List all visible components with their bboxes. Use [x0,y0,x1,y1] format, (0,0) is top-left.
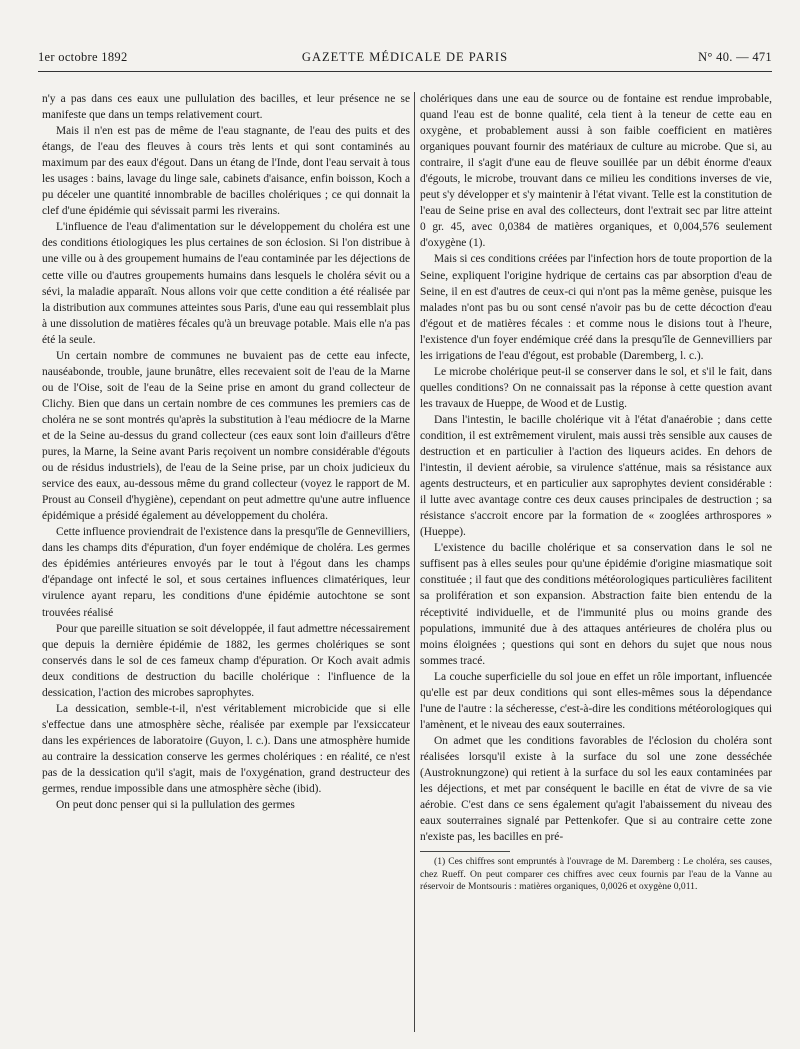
paragraph: cholériques dans une eau de source ou de fontaine est rendue improbable, quand l'eau est de bonne qualité, cela tient à la teneur de cette eau en oxygène, et probablement aussi à son faible coefficient en matières organiques pouvant fournir des matériaux de culture au microbe. Que si, au contraire, il s'agit d'une eau de fleuve souillée par un débit énorme d'eaux d'égouts, le microbe, trouvant dans ce milieu les conditions inverses de vie, peut s'y développer et s'y maintenir à l'état vivant. Telle est la constitution de l'eau de Seine prise en aval des collecteurs, dont l'extrait sec par litre atteint 0 gr. 45, avec 0,0384 de matières organiques, et 0,004,576 seulement d'oxygène (1). [420,93,772,250]
paragraph: La dessication, semble-t-il, n'est véritablement microbicide que si elle s'effectue dans une atmosphère sèche, réalisée par exemple par l'exsiccateur dans les expériences de laboratoire (Guyon, l. c.). Dans une atmosphère humide au contraire la dessication conserve les germes cholériques : en réalité, ce n'est pas de la dessication qu'il s'agit, mais de l'oxygénation, grand destructeur des germes, rendue impossible dans une atmosphère sèche (ibid). [42,702,410,796]
header-journal-title: GAZETTE MÉDICALE DE PARIS [301,50,509,64]
paragraph: Pour que pareille situation se soit développée, il faut admettre nécessairement que depuis la dernière épidémie de 1882, les germes cholériques se sont conservés dans le sol de ces fameux champ d'épuration. Or Koch avait admis deux conditions de destruction du bacille cholérique : l'influence de la dessication, l'action des microbes saprophytes. [42,622,410,699]
paragraph: On admet que les conditions favorables de l'éclosion du choléra sont réalisées lorsqu'il existe à la surface du sol une zone desséchée (Austroknungzone) qui retient à la surface du sol les eaux contaminées par les déjections, et met par conséquent le bacille en état de vivre de sa vie aérobie. C'est dans ce sens également qu'agit l'abaissement du niveau des eaux souterraines signalé par Pettenkofer. Que si au contraire cette zone n'existe pas, les bacilles en pré- [420,734,772,844]
paragraph: Dans l'intestin, le bacille cholérique vit à l'état d'anaérobie ; dans cette condition, il est extrêmement virulent, mais aussi très sensible aux causes de destruction et en particulier à l'action des liqueurs acides. En dehors de l'intestin, il devient aérobie, sa virulence s'atténue, mais sa résistance aux agents destructeurs, et en particulier aux saprophytes devient considérable : il lutte avec avantage contre ces deux causes principales de destruction ; sa résistance s'accroit encore par la formation de « zooglées arthrospores » (Hueppe). [420,413,772,539]
paragraph: L'existence du bacille cholérique et sa conservation dans le sol ne suffisent pas à elles seules pour qu'une épidémie d'origine miasmatique soit constituée ; il faut que des conditions météorologiques particulières facilitent sa prolifération et son expansion. Abstraction faite bien entendu de la réceptivité individuelle, et de l'immunité plus ou moins grande des populations, immunité due à des attaques antérieures de choléra plus ou moins éloignées ; questions qui sont en dehors du sujet que nous nous sommes tracé. [420,542,772,667]
paragraph: Mais il n'en est pas de même de l'eau stagnante, de l'eau des puits et des étangs, de l'eau des fleuves à cours très lents et qui sont contaminés au maximum par des eaux d'égout. Dans un étang de l'Inde, dont l'eau servait à tous les usages : bains, lavage du linge sale, cabinets d'aisance, enfin boisson, Koch a pu déceler une quantité innombrable de bacilles cholériques ; ce qui donnait la clef d'une épidémie qui sévissait parmi les riverains. [42,125,410,218]
paragraph: L'influence de l'eau d'alimentation sur le développement du choléra est une des conditions étiologiques les plus certaines de son éclosion. Si l'on distribue à une ville ou à des groupement humains de l'eau contaminée par les déjections de cette ville ou d'autres groupements humains dans lesquels le choléra sévit ou a sévi, la maladie apparaît. Nous allons voir que cette condition a été réalisée par la distribution aux communes atteintes sous Paris, d'une eau qui ressemblait plus à une dissolution de matières fécales qu'à un breuvage potable. Mais elle n'a pas été la seule. [42,221,410,346]
page-header [38,50,772,72]
paragraph: Mais si ces conditions créées par l'infection hors de toute proportion de la Seine, expliquent l'origine hydrique de certains cas par absorption d'eau de Seine, il en est d'autres de ceux-ci qui n'ont pas la même genèse, puisque les malades n'ont pas bu ou sont censé n'avoir pas bu de cette décoction d'eau d'égout et de matières fécales : et comme nous le disions tout à l'heure, l'existence d'un foyer endémique créé dans la presqu'île de Gennevilliers par les irrigations de l'eau d'égout, est probable (Daremberg, l. c.). [420,253,772,362]
column-divider [414,92,415,1032]
left-column [42,91,410,813]
paragraph: n'y a pas dans ces eaux une pullulation des bacilles, et leur présence ne se manifeste que dans un temps relativement court. [42,93,410,122]
paragraph: Cette influence proviendrait de l'existence dans la presqu'île de Gennevilliers, dans les champs dits d'épuration, d'un foyer endémique de choléra. Les germes des épidémies antérieures envoyés par le tout à l'égout dans les champs d'épandage ont infecté le sol, et sous certaines influences climatériques, leur virulence ayant reparu, les conditions d'une épidémie autochtone se sont trouvées réalisé [42,526,410,619]
footnote: (1) Ces chiffres sont empruntés à l'ouvrage de M. Daremberg : Le choléra, ses causes, chez Rueff. On peut comparer ces chiffres avec ceux fournis par l'eau de la Vanne au réservoir de Montsouris : matières organiques, 0,0026 et oxygène 0,011. [420,856,772,893]
paragraph: La couche superficielle du sol joue en effet un rôle important, influencée qu'elle est par deux conditions qui sont elles-mêmes sous la dépendance l'une de l'autre : la sécheresse, c'est-à-dire les conditions météorologiques qui l'amènent, et le niveau des eaux souterraines. [420,670,772,731]
paragraph: Le microbe cholérique peut-il se conserver dans le sol, et s'il le fait, dans quelles conditions? On ne connaissait pas la réponse à cette question avant les travaux de Hueppe, de Wood et de Lustig. [420,365,772,410]
right-column [420,91,772,894]
header-date: 1er octobre 1892 [38,50,128,64]
paragraph: On peut donc penser qui si la pullulation des germes [56,799,295,812]
header-rule [38,71,772,72]
paragraph: Un certain nombre de communes ne buvaient pas de cette eau infecte, nauséabonde, trouble, jaune brunâtre, elles recevaient soit de l'eau de la Marne ou de l'Oise, soit de l'eau de la Seine prise en amont du grand collecteur de Clichy. Bien que dans un certain nombre de ces communes les premiers cas de choléra ne se sont montrés qu'après la substitution à l'eau médiocre de la Marne et de la Seine au-dessus du grand collecteur (ces eaux sont loin d'ailleurs d'être pures, la Marne, la Seine avant Paris reçoivent un nombre considérable d'égouts ou de résidus industriels), de l'eau de la Seine prise, par un choix judicieux du service des eaux, au-dessous même du grand collecteur (voyez le rapport de M. Proust au Conseil d'hygiène), cependant on peut admettre qu'une autre influence épidémique a présidé également au développement du choléra. [42,349,410,523]
footnote-divider [420,851,510,852]
header-issue-number: N° 40. — 471 [698,50,772,64]
